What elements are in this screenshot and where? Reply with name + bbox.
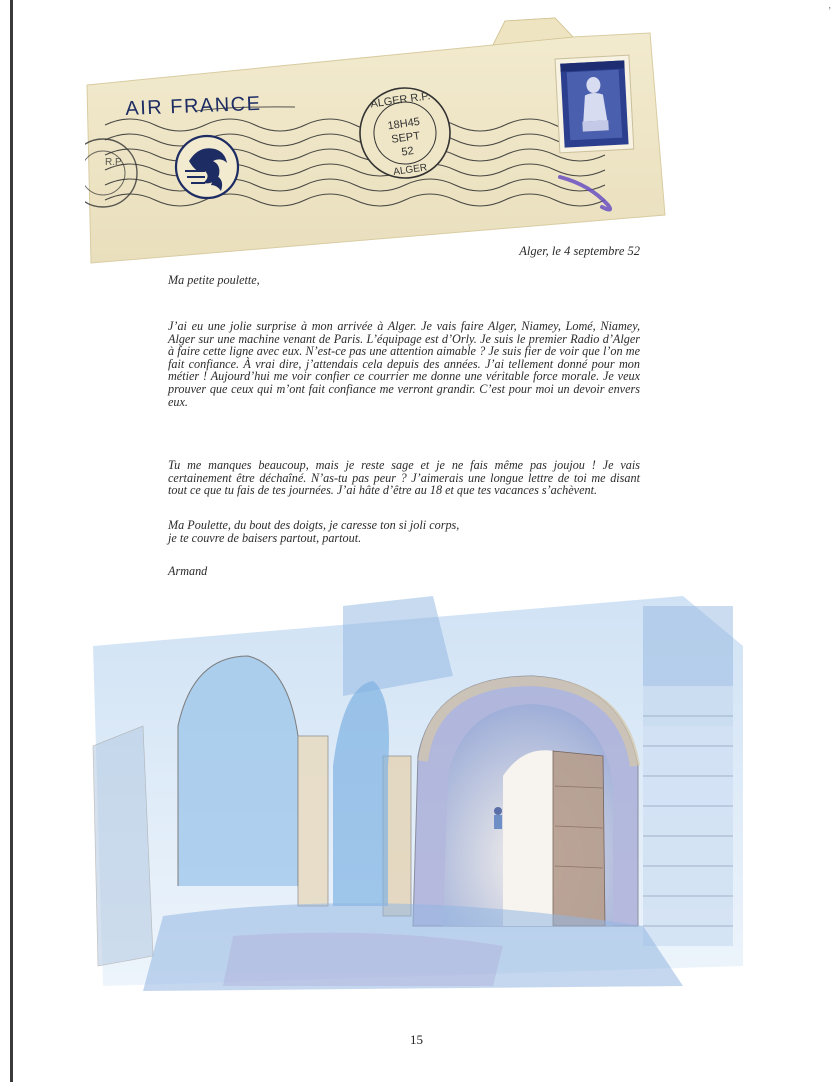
corner-mark: , (828, 0, 831, 11)
svg-text:R.P.: R.P. (105, 157, 124, 168)
letter-paragraph-2 (168, 459, 640, 497)
letter-signature (168, 565, 640, 578)
svg-text:ALGER: ALGER (392, 162, 428, 178)
signature-text: Armand (168, 564, 208, 578)
salutation-text: Ma petite poulette, (168, 273, 260, 287)
airline-wordmark: AIR FRANCE (125, 92, 262, 120)
svg-text:18H45: 18H45 (386, 115, 421, 133)
letter-paragraph-1 (168, 320, 640, 408)
letter-date: Alger, le 4 septembre 52 (519, 244, 640, 258)
page-number: 15 (410, 1032, 423, 1047)
closing-line-1: Ma Poulette, du bout des doigts, je caresse ton si joli corps, (168, 518, 460, 532)
binding-rule (10, 0, 13, 1082)
letter-closing (168, 519, 640, 544)
svg-text:ALGER R.P.: ALGER R.P. (369, 90, 432, 111)
closing-line-2: je te couvre de baisers partout, partout. (168, 530, 362, 545)
watercolor-illustration (83, 586, 753, 996)
paragraph-1-text: J’ai eu une jolie surprise à mon arrivée à Alger. Je vais faire Alger, Niamey, Lomé, Niamey, Alger sur une machine venant de Paris. L’équipage est d’Orly. Je suis le premier Radio d’Alger à faire cette ligne avec eux. N’est-ce pas une attention aimable ? Je suis fier de voir que l’on me fait confiance. À vrai dire, j’attendais cela depuis des années. J’ai tellement donné pour mon métier ! Aujourd’hui me voir confier ce courrier me donne une véritable force morale. Je veux prouver que ceux qui m’ont fait confiance me verront grandir. C’est pour moi un devoir envers eux. (168, 319, 640, 409)
svg-text:SEPT: SEPT (390, 130, 421, 146)
letter-salutation (168, 274, 640, 287)
envelope-image (85, 15, 670, 265)
paragraph-2-text: Tu me manques beaucoup, mais je reste sage et je ne fais même pas joujou ! Je vais certainement être déchaîné. N’as-tu pas peur ? J’aimerais une longue lettre de toi me disant tout ce que tu fais de tes journées. J’ai hâte d’être au 18 et que tes vacances s’achèvent. (168, 458, 640, 498)
svg-text:52: 52 (400, 145, 415, 159)
